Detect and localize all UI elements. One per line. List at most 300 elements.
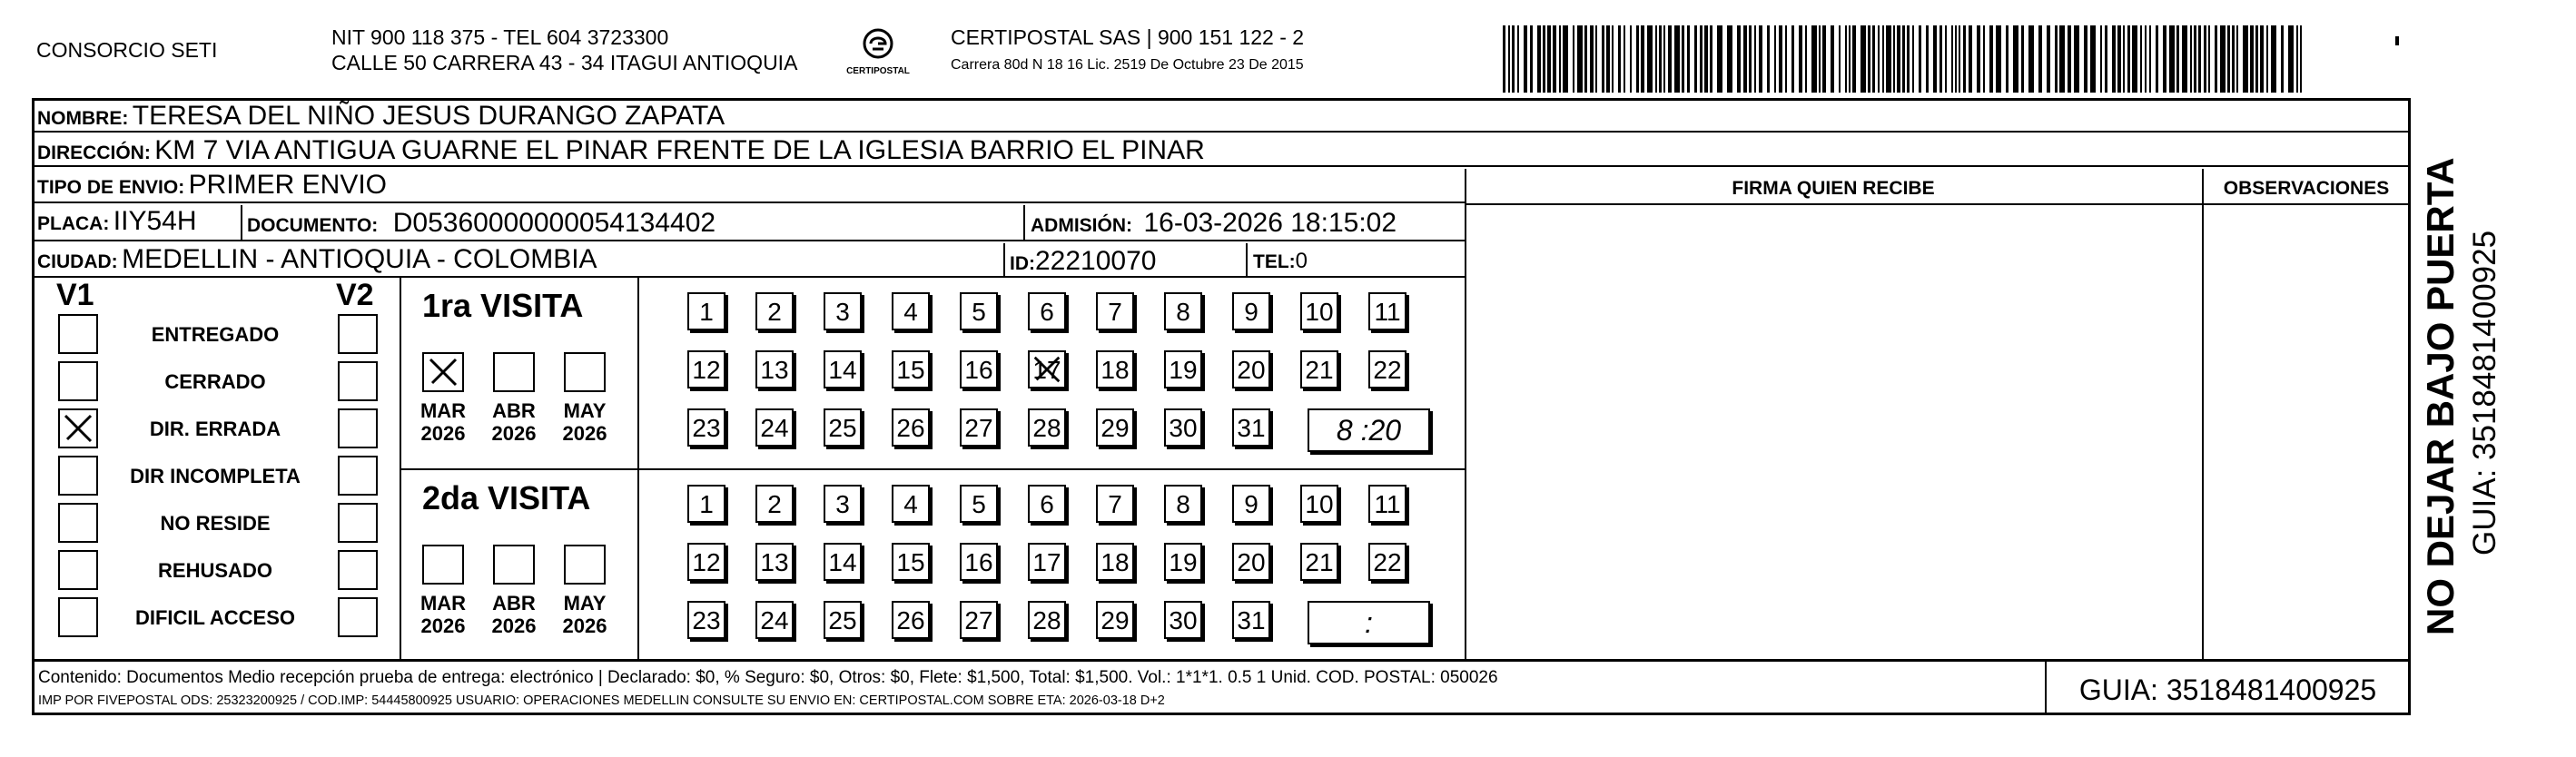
barcode-bar <box>1606 25 1610 93</box>
visit-time-box[interactable]: 8 :20 <box>1308 408 1430 452</box>
barcode-bar <box>1612 25 1614 93</box>
barcode-bar <box>2090 25 2096 93</box>
barcode-bar <box>1767 25 1770 93</box>
day-box[interactable]: 5 <box>960 485 998 523</box>
barcode-bar <box>2227 25 2230 93</box>
day-box[interactable]: 2 <box>755 292 794 330</box>
barcode-bar <box>1882 25 1884 93</box>
month-year: 2026 <box>491 422 537 445</box>
barcode-bar <box>1717 25 1722 93</box>
id-value: 22210070 <box>1035 246 1157 276</box>
row-ciudad <box>32 243 1465 278</box>
logo-text: CERTIPOSTAL <box>846 66 910 76</box>
barcode-bar <box>2006 25 2008 93</box>
day-box[interactable]: 30 <box>1164 601 1202 639</box>
day-box[interactable]: 22 <box>1368 543 1406 581</box>
id-field <box>1010 245 1156 278</box>
barcode-bar <box>2028 25 2034 93</box>
barcode-bar <box>1845 25 1847 93</box>
barcode-bar <box>1759 25 1762 93</box>
day-box[interactable]: 15 <box>892 350 930 388</box>
month-name: MAY <box>563 592 607 614</box>
observaciones-header: OBSERVACIONES <box>2223 178 2390 199</box>
address-line: CALLE 50 CARRERA 43 - 34 ITAGUI ANTIOQUIA <box>331 51 798 74</box>
month-name: MAR <box>419 399 467 422</box>
barcode-bar <box>1517 25 1519 93</box>
v2-checkbox[interactable] <box>338 597 378 637</box>
ciudad-value: MEDELLIN - ANTIOQUIA - COLOMBIA <box>122 244 597 274</box>
barcode-bar <box>1602 25 1604 93</box>
month-name: ABR <box>492 399 536 422</box>
side-guia: GUIA: 3518481400925 <box>2467 230 2502 555</box>
day-box[interactable]: 23 <box>687 408 725 447</box>
month-year: 2026 <box>491 614 537 637</box>
status-label: NO RESIDE <box>160 512 271 535</box>
barcode-bar <box>1710 25 1712 93</box>
barcode-bar <box>1996 25 2001 93</box>
day-box[interactable]: 1 <box>687 292 725 330</box>
v1-label: V1 <box>56 278 94 312</box>
barcode-bar <box>2250 25 2254 93</box>
month-label <box>415 399 471 445</box>
barcode-bar <box>1682 25 1684 93</box>
id-label: ID: <box>1010 253 1035 274</box>
visit-title-line <box>637 278 639 661</box>
barcode-bar <box>1969 25 1972 93</box>
barcode-bar <box>1573 25 1574 93</box>
barcode-bar <box>2038 25 2042 93</box>
barcode-bar <box>2112 25 2116 93</box>
barcode-bar <box>1897 25 1900 93</box>
barcode-bar <box>1577 25 1583 93</box>
barcode-bar <box>1668 25 1672 93</box>
v1-checkbox[interactable] <box>58 597 98 637</box>
status-label: ENTREGADO <box>151 323 280 346</box>
barcode-bar <box>2055 25 2058 93</box>
v2-checkbox[interactable] <box>338 503 378 543</box>
barcode-bar <box>1852 25 1856 93</box>
barcode <box>1503 25 2311 93</box>
barcode-bar <box>1563 25 1568 93</box>
barcode-bar <box>1655 25 1657 93</box>
barcode-bar <box>2149 25 2151 93</box>
day-box[interactable]: 2 <box>755 485 794 523</box>
day-box[interactable]: 23 <box>687 601 725 639</box>
day-box[interactable]: 25 <box>824 601 862 639</box>
row-direccion <box>32 134 2411 167</box>
barcode-bar <box>1647 25 1653 93</box>
day-box[interactable]: 3 <box>824 485 862 523</box>
month-name: ABR <box>492 592 536 614</box>
day-box[interactable]: 28 <box>1028 408 1066 447</box>
day-box[interactable]: 29 <box>1096 408 1134 447</box>
barcode-bar <box>1886 25 1891 93</box>
month-checkbox[interactable] <box>564 352 606 392</box>
mark <box>2395 36 2399 45</box>
certipostal-line: CERTIPOSTAL SAS | 900 151 122 - 2 <box>951 25 1305 49</box>
barcode-bar <box>1687 25 1690 93</box>
barcode-bar <box>2296 25 2298 93</box>
day-box[interactable]: 24 <box>755 408 794 447</box>
day-box[interactable]: 1 <box>687 485 725 523</box>
divider <box>1246 243 1248 278</box>
day-box[interactable]: 16 <box>960 350 998 388</box>
day-mark <box>1030 352 1064 387</box>
visit-title: 2da VISITA <box>422 479 591 516</box>
barcode-bar <box>1819 25 1821 93</box>
status-label: REHUSADO <box>158 559 272 582</box>
month-label <box>486 399 542 445</box>
barcode-bar <box>1926 25 1929 93</box>
day-box[interactable]: 8 <box>1164 485 1202 523</box>
barcode-bar <box>1641 25 1644 93</box>
day-box[interactable]: 31 <box>1232 601 1270 639</box>
barcode-bar <box>2220 25 2226 93</box>
day-box[interactable]: 6 <box>1028 485 1066 523</box>
barcode-bar <box>2198 25 2201 93</box>
x-mark-icon <box>1030 352 1064 387</box>
documento-label: DOCUMENTO: <box>247 215 379 236</box>
day-box[interactable]: 30 <box>1164 408 1202 447</box>
day-box[interactable]: 20 <box>1232 350 1270 388</box>
barcode-bar <box>1785 25 1787 93</box>
month-checkbox[interactable] <box>422 545 464 585</box>
barcode-bar <box>1989 25 1993 93</box>
barcode-bar <box>1694 25 1697 93</box>
day-box[interactable]: 12 <box>687 350 725 388</box>
barcode-bar <box>1872 25 1875 93</box>
day-box[interactable]: 14 <box>824 350 862 388</box>
day-box[interactable]: 15 <box>892 543 930 581</box>
barcode-bar <box>1963 25 1966 93</box>
tel-field <box>1253 249 1308 274</box>
barcode-bar <box>1727 25 1732 93</box>
day-box[interactable]: 27 <box>960 601 998 639</box>
footer-guia: GUIA: 3518481400925 <box>2078 673 2377 706</box>
barcode-bar <box>2105 25 2107 93</box>
barcode-bar <box>2127 25 2130 93</box>
documento-value: D05360000000054134402 <box>392 208 716 238</box>
direccion-label: DIRECCIÓN: <box>37 143 151 163</box>
barcode-bar <box>1919 25 1921 93</box>
barcode-bar <box>1543 25 1545 93</box>
month-label <box>486 592 542 637</box>
barcode-bar <box>2013 25 2018 93</box>
day-box[interactable]: 19 <box>1164 543 1202 581</box>
v2-checkbox[interactable] <box>338 456 378 496</box>
barcode-bar <box>1860 25 1866 93</box>
admision-field <box>1031 207 1397 240</box>
day-box[interactable]: 12 <box>687 543 725 581</box>
barcode-bar <box>2176 25 2179 93</box>
firma-header: FIRMA QUIEN RECIBE <box>1732 178 1935 199</box>
day-box[interactable]: 4 <box>892 292 930 330</box>
barcode-bar <box>2266 25 2268 93</box>
tipo-value: PRIMER ENVIO <box>188 170 388 200</box>
barcode-bar <box>1912 25 1914 93</box>
barcode-bar <box>2132 25 2137 93</box>
barcode-bar <box>2260 25 2264 93</box>
footer-top-line <box>32 659 2411 662</box>
barcode-bar <box>2140 25 2142 93</box>
barcode-bar <box>1624 25 1625 93</box>
barcode-bar <box>2204 25 2206 93</box>
day-box[interactable]: 14 <box>824 543 862 581</box>
day-box[interactable]: 11 <box>1368 485 1406 523</box>
month-checkbox[interactable] <box>493 352 535 392</box>
month-name: MAY <box>563 399 607 422</box>
admision-value: 16-03-2026 18:15:02 <box>1143 208 1397 238</box>
barcode-bar <box>1537 25 1541 93</box>
visit-time-box[interactable]: : <box>1308 601 1430 644</box>
nit-line: NIT 900 118 375 - TEL 604 3723300 <box>331 25 669 49</box>
status-label: DIR INCOMPLETA <box>130 465 301 487</box>
barcode-bar <box>2047 25 2050 93</box>
v1-checkbox[interactable] <box>58 361 98 401</box>
barcode-bar <box>2084 25 2087 93</box>
day-box[interactable]: 10 <box>1300 292 1338 330</box>
barcode-bar <box>1618 25 1621 93</box>
day-box[interactable]: 17 <box>1028 350 1066 388</box>
direccion-value: KM 7 VIA ANTIGUA GUARNE EL PINAR FRENTE DE LA IGLESIA BARRIO EL PINAR <box>154 135 1205 165</box>
divider <box>1023 205 1025 241</box>
day-box[interactable]: 3 <box>824 292 862 330</box>
side-warning: NO DEJAR BAJO PUERTA <box>2419 157 2462 635</box>
day-box[interactable]: 10 <box>1300 485 1338 523</box>
v2-label: V2 <box>336 278 374 312</box>
barcode-bar <box>1530 25 1533 93</box>
barcode-bar <box>2059 25 2065 93</box>
barcode-bar <box>1799 25 1802 93</box>
visit-title: 1ra VISITA <box>422 287 584 324</box>
v2-checkbox[interactable] <box>338 550 378 590</box>
barcode-bar <box>1878 25 1880 93</box>
day-box[interactable]: 26 <box>892 601 930 639</box>
barcode-bar <box>2236 25 2238 93</box>
day-box[interactable]: 5 <box>960 292 998 330</box>
day-box[interactable]: 17 <box>1028 543 1066 581</box>
x-mark-icon <box>424 354 462 390</box>
day-box[interactable]: 8 <box>1164 292 1202 330</box>
month-year: 2026 <box>562 614 607 637</box>
barcode-bar <box>1893 25 1895 93</box>
ciudad-label: CIUDAD: <box>37 251 118 272</box>
v1-checkbox[interactable] <box>58 550 98 590</box>
barcode-bar <box>1754 25 1756 93</box>
barcode-bar <box>2123 25 2125 93</box>
month-year: 2026 <box>420 422 466 445</box>
barcode-bar <box>1774 25 1776 93</box>
day-box[interactable]: 6 <box>1028 292 1066 330</box>
barcode-bar <box>1524 25 1527 93</box>
day-box[interactable]: 21 <box>1300 543 1338 581</box>
day-box[interactable]: 4 <box>892 485 930 523</box>
barcode-bar <box>1839 25 1841 93</box>
tipo-label: TIPO DE ENVIO: <box>37 177 185 198</box>
day-box[interactable]: 18 <box>1096 543 1134 581</box>
barcode-bar <box>1737 25 1741 93</box>
status-label: DIR. ERRADA <box>149 418 281 440</box>
barcode-bar <box>1674 25 1680 93</box>
license-line: Carrera 80d N 18 16 Lic. 2519 De Octubre 23 De 2015 <box>951 57 1304 73</box>
barcode-bar <box>2300 25 2302 93</box>
logo-icon <box>860 25 896 62</box>
day-box[interactable]: 9 <box>1232 485 1270 523</box>
barcode-bar <box>2288 25 2294 93</box>
v2-checkbox[interactable] <box>338 408 378 448</box>
barcode-bar <box>1743 25 1747 93</box>
barcode-bar <box>1805 25 1807 93</box>
column-header-line <box>1465 203 2411 205</box>
tel-label: TEL: <box>1253 251 1296 272</box>
nombre-label: NOMBRE: <box>37 108 129 129</box>
barcode-bar <box>1503 25 1505 93</box>
v2-checkbox[interactable] <box>338 314 378 354</box>
barcode-bar <box>2271 25 2276 93</box>
barcode-bar <box>1907 25 1910 93</box>
barcode-bar <box>1951 25 1953 93</box>
day-box[interactable]: 11 <box>1368 292 1406 330</box>
barcode-bar <box>1983 25 1985 93</box>
barcode-bar <box>2194 25 2196 93</box>
barcode-bar <box>1659 25 1662 93</box>
day-box[interactable]: 29 <box>1096 601 1134 639</box>
barcode-bar <box>1822 25 1826 93</box>
footer-print-info: IMP POR FIVEPOSTAL ODS: 25323200925 / COD.IMP: 54445800925 USUARIO: OPERACIONES MEDELLIN CONSULTE SU ENVIO EN: CERTIPOSTAL.COM SOBRE ETA: 2026-03-18 D+2 <box>38 693 1165 708</box>
barcode-bar <box>2208 25 2210 93</box>
firma-left-line <box>1465 169 1466 661</box>
barcode-bar <box>2255 25 2258 93</box>
day-box[interactable]: 27 <box>960 408 998 447</box>
admision-label: ADMISIÓN: <box>1031 215 1132 236</box>
barcode-bar <box>1704 25 1708 93</box>
barcode-bar <box>2145 25 2147 93</box>
month-checkbox[interactable] <box>493 545 535 585</box>
divider <box>1003 243 1005 278</box>
barcode-bar <box>1700 25 1703 93</box>
barcode-bar <box>2156 25 2158 93</box>
day-box[interactable]: 22 <box>1368 350 1406 388</box>
day-box[interactable]: 9 <box>1232 292 1270 330</box>
v1-checkbox[interactable] <box>58 408 98 448</box>
barcode-bar <box>2182 25 2187 93</box>
divider <box>241 205 242 241</box>
barcode-bar <box>2190 25 2192 93</box>
nombre-value: TERESA DEL NIÑO JESUS DURANGO ZAPATA <box>132 101 725 131</box>
day-box[interactable]: 26 <box>892 408 930 447</box>
barcode-bar <box>1559 25 1561 93</box>
tel-value: 0 <box>1295 249 1308 273</box>
barcode-bar <box>2117 25 2121 93</box>
visit-divider <box>400 468 1465 470</box>
barcode-bar <box>1933 25 1937 93</box>
barcode-bar <box>1902 25 1905 93</box>
barcode-bar <box>2281 25 2284 93</box>
barcode-bar <box>1791 25 1794 93</box>
barcode-bar <box>2232 25 2235 93</box>
day-box[interactable]: 7 <box>1096 292 1134 330</box>
barcode-bar <box>1811 25 1817 93</box>
observaciones-left-line <box>2202 169 2204 661</box>
month-label <box>557 399 613 445</box>
placa-value: IIY54H <box>113 206 197 236</box>
day-box[interactable]: 31 <box>1232 408 1270 447</box>
v1-checkbox[interactable] <box>58 456 98 496</box>
day-box[interactable]: 7 <box>1096 485 1134 523</box>
day-box[interactable]: 18 <box>1096 350 1134 388</box>
barcode-bar <box>1939 25 1942 93</box>
x-mark-icon <box>60 410 96 447</box>
footer-content: Contenido: Documentos Medio recepción prueba de entrega: electrónico | Declarado: $0, % Seguro: $0, Otros: $0, Flete: $1,500, Total: $1,500. Vol.: 1*1*1. 0.5 1 Unid. COD. POSTAL: 050026 <box>38 668 1498 687</box>
barcode-bar <box>2021 25 2024 93</box>
barcode-bar <box>2215 25 2217 93</box>
day-box[interactable]: 16 <box>960 543 998 581</box>
company-name: CONSORCIO SETI <box>36 38 218 62</box>
barcode-bar <box>1849 25 1851 93</box>
day-box[interactable]: 21 <box>1300 350 1338 388</box>
barcode-bar <box>1779 25 1782 93</box>
day-box[interactable]: 20 <box>1232 543 1270 581</box>
barcode-bar <box>1955 25 1957 93</box>
month-checkbox[interactable] <box>422 352 464 392</box>
barcode-bar <box>1959 25 1960 93</box>
barcode-bar <box>1749 25 1752 93</box>
barcode-bar <box>2074 25 2079 93</box>
row-tipo <box>32 169 1465 203</box>
barcode-bar <box>1663 25 1665 93</box>
day-box[interactable]: 28 <box>1028 601 1066 639</box>
v1-checkbox[interactable] <box>58 314 98 354</box>
status-label: CERRADO <box>164 370 266 393</box>
barcode-bar <box>2243 25 2248 93</box>
barcode-bar <box>1547 25 1551 93</box>
barcode-bar <box>1512 25 1515 93</box>
day-box[interactable]: 13 <box>755 350 794 388</box>
barcode-bar <box>1636 25 1639 93</box>
barcode-bar <box>1508 25 1510 93</box>
day-box[interactable]: 24 <box>755 601 794 639</box>
month-year: 2026 <box>420 614 466 637</box>
barcode-bar <box>1595 25 1597 93</box>
barcode-bar <box>1584 25 1587 93</box>
barcode-bar <box>1868 25 1870 93</box>
barcode-bar <box>1977 25 1980 93</box>
barcode-bar <box>2068 25 2071 93</box>
barcode-bar <box>1831 25 1834 93</box>
placa-label: PLACA: <box>37 213 110 234</box>
month-year: 2026 <box>562 422 607 445</box>
month-label <box>415 592 471 637</box>
certipostal-logo <box>837 25 919 89</box>
barcode-bar <box>1553 25 1556 93</box>
barcode-bar <box>2169 25 2175 93</box>
month-checkbox[interactable] <box>564 545 606 585</box>
v1-checkbox[interactable] <box>58 503 98 543</box>
day-box[interactable]: 19 <box>1164 350 1202 388</box>
barcode-bar <box>1945 25 1947 93</box>
month-name: MAR <box>419 592 467 614</box>
barcode-bar <box>2100 25 2102 93</box>
row-nombre <box>32 100 2411 133</box>
status-label: DIFICIL ACCESO <box>134 606 295 629</box>
barcode-bar <box>1590 25 1594 93</box>
day-box[interactable]: 13 <box>755 543 794 581</box>
v2-checkbox[interactable] <box>338 361 378 401</box>
day-box[interactable]: 25 <box>824 408 862 447</box>
month-label <box>557 592 613 637</box>
documento-field <box>247 207 716 240</box>
barcode-bar <box>1630 25 1632 93</box>
